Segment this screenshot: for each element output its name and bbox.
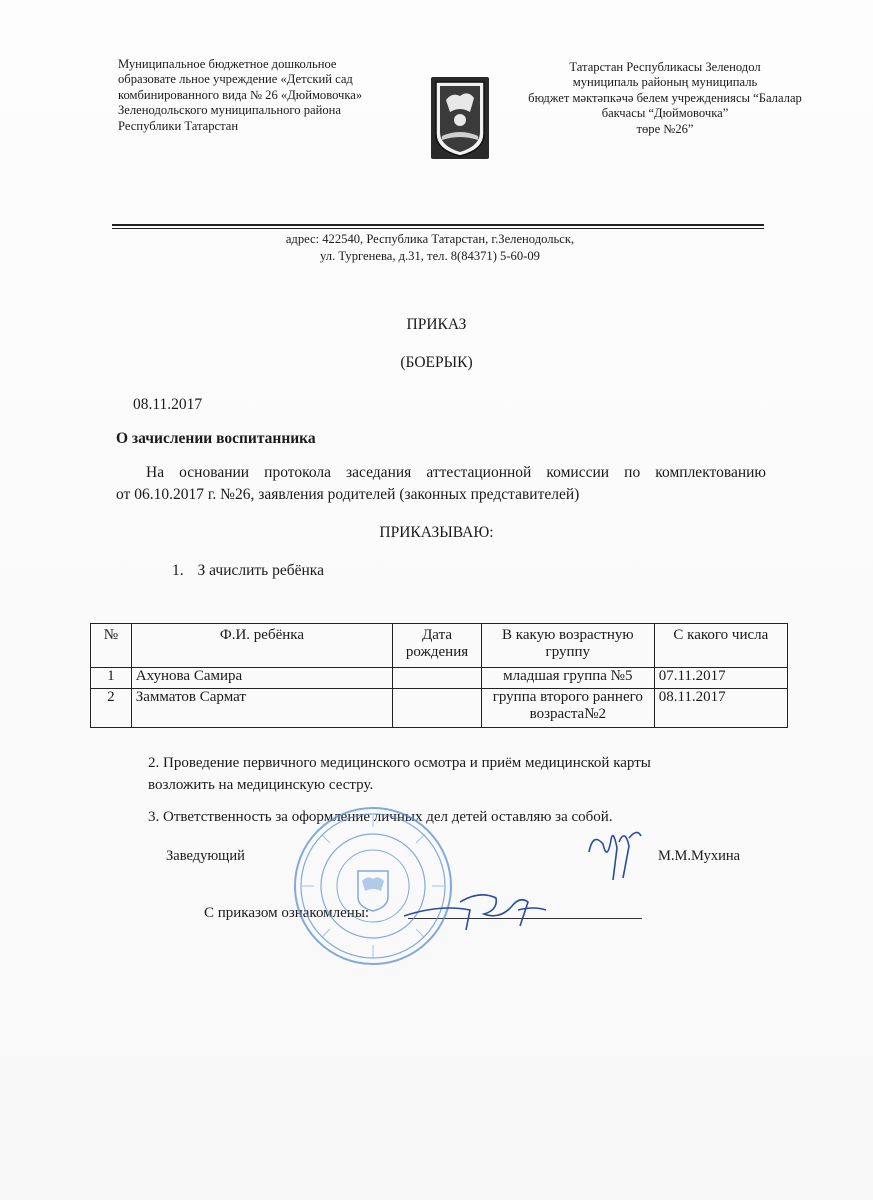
- children-table: [90, 623, 788, 728]
- head-title: Заведующий: [166, 848, 245, 864]
- header-divider-thin: [112, 228, 764, 229]
- acquaintance-signature-icon: [400, 880, 550, 940]
- document-subject: О зачислении воспитанника: [116, 430, 316, 447]
- basis-line-1: На основании протокола заседания аттестационной комиссии по комплектованию: [146, 464, 766, 481]
- org-name-ru-line: образовате льное учреждение «Детский сад: [118, 72, 353, 87]
- col-header-dob: Дата рождения: [393, 624, 482, 668]
- col-header-from: С какого числа: [654, 624, 787, 668]
- table-row: [91, 689, 788, 728]
- row-group: группа второго раннего возраста№2: [481, 689, 654, 728]
- org-name-tat: [500, 60, 830, 137]
- org-name-tat-line: бакчасы “Дюймовочка”: [601, 106, 729, 121]
- order-item-2-line: 2. Проведение первичного медицинского осмотра и приём медицинской карты: [148, 755, 651, 771]
- city-emblem-icon: [430, 76, 490, 160]
- org-name-ru-line: Муниципальное бюджетное дошкольное: [118, 57, 337, 71]
- col-header-name: Ф.И. ребёнка: [131, 624, 392, 668]
- row-name: Ахунова Самира: [131, 668, 392, 689]
- org-name-tat-line: төре №26”: [636, 121, 694, 136]
- row-dob: [393, 668, 482, 689]
- address-block: [150, 231, 710, 264]
- org-name-tat-line: муниципаль районың муниципаль: [572, 75, 758, 90]
- table-row: [91, 668, 788, 689]
- order-item-1: [172, 562, 324, 580]
- table-header-row: [91, 624, 788, 668]
- row-dob: [393, 689, 482, 728]
- col-header-group: В какую возрастную группу: [481, 624, 654, 668]
- order-item-2-line: возложить на медицинскую сестру.: [148, 777, 374, 793]
- acquainted-label: С приказом ознакомлены:: [204, 905, 370, 921]
- col-header-number: №: [91, 624, 132, 668]
- address-line: адрес: 422540, Республика Татарстан, г.Зеленодольск,: [285, 232, 575, 246]
- row-from: 07.11.2017: [654, 668, 787, 689]
- row-number: 1: [91, 668, 132, 689]
- order-item-2: [148, 752, 768, 796]
- order-item-1-number: 1.: [172, 562, 184, 579]
- org-name-ru: [118, 57, 408, 134]
- org-name-tat-line: бюджет мәктәпкәчә белем учреждениясы “Балалар: [528, 90, 802, 105]
- document-title-tat: (БОЕРЫК): [400, 354, 473, 371]
- org-name-ru-line: Республики Татарстан: [118, 118, 239, 133]
- order-item-1-text: З ачислить ребёнка: [197, 562, 324, 579]
- org-name-tat-line: Татарстан Республикасы Зеленодол: [569, 60, 761, 74]
- head-name: М.М.Мухина: [658, 848, 741, 864]
- basis-paragraph: [116, 462, 766, 506]
- document-date: 08.11.2017: [133, 396, 203, 413]
- org-name-ru-line: комбинированного вида № 26 «Дюймовочка»: [118, 87, 363, 102]
- document-title: ПРИКАЗ: [406, 316, 467, 333]
- basis-line-2: от 06.10.2017 г. №26, заявления родителей (законных представителей): [116, 486, 580, 503]
- org-name-ru-line: Зеленодольского муниципального района: [118, 103, 341, 118]
- row-from: 08.11.2017: [654, 689, 787, 728]
- head-signature-icon: [583, 822, 645, 882]
- header-divider: [112, 224, 764, 226]
- address-line: ул. Тургенева, д.31, тел. 8(84371) 5-60-09: [320, 248, 540, 263]
- row-name: Замматов Сармат: [131, 689, 392, 728]
- order-word: ПРИКАЗЫВАЮ:: [379, 524, 494, 541]
- row-number: 2: [91, 689, 132, 728]
- order-item-3: 3. Ответственность за оформление личных дел детей оставляю за собой.: [148, 809, 613, 825]
- row-group: младшая группа №5: [481, 668, 654, 689]
